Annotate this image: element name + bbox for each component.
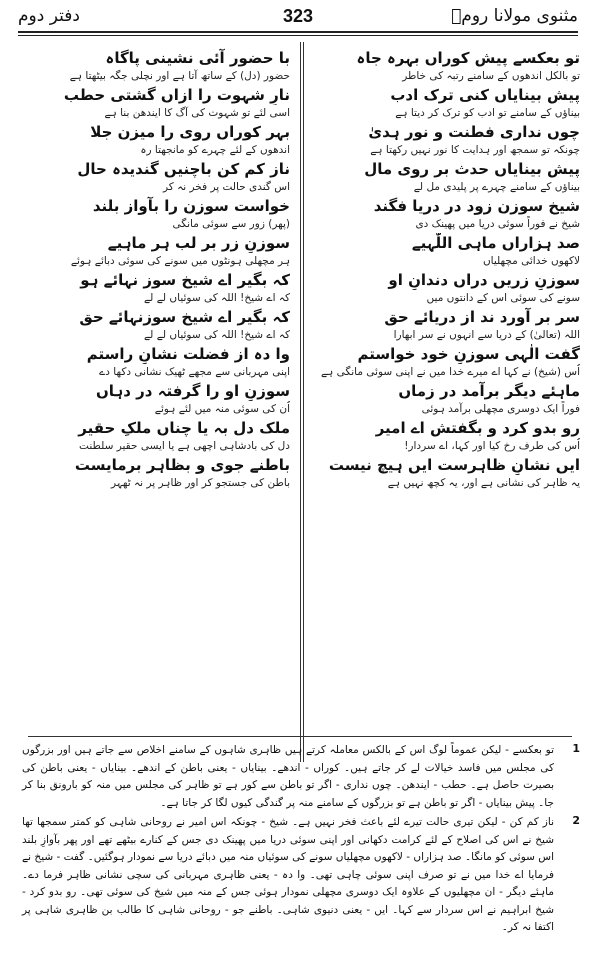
left-verse-column <box>22 48 290 748</box>
verse-line: سوزنِ زریں دراں دندانِ او <box>388 271 580 289</box>
translation-line: (پھر) زور سے سوئی مانگی <box>172 218 290 230</box>
verse-line: سوزنِ او را گرفتہ در دہاں <box>96 382 290 400</box>
translation-line: کہ اے شیخ! اللہ کی سوئیاں لے لے <box>144 329 290 341</box>
translation-line: دل کی بادشاہی اچھی ہے یا ایسی حقیر سلطنت <box>79 440 290 452</box>
translation-line: اس گندی حالت پر فخر نہ کر <box>162 181 290 193</box>
translation-line: تو بالکل اندھوں کے سامنے رتبہ کی خاطر <box>402 70 580 82</box>
page-header <box>18 6 578 32</box>
footnote-text: تو بعکسے - لیکن عموماً لوگ اس کے بالکس معاملہ کرتے ہیں ظاہری شاہوں کے سامنے اخلاص سے جاتے ہیں اور بزرگوں کی مجلس میں فاسد خیالات لے کر جاتے ہیں۔ کوراں - اندھے۔ بینایاں - یعنی باطن کے اندھے۔ بینایاں - یعنی باطن کی بصیرت حاصل ہے۔ حطب - ایندھن۔ چوں نداری - اگر تو باطن سے کور ہے تو ظاہر کی مجلس میں منہ کو بارونق بنا کر جا۔ پیش بینایاں - اگر تو باطن ہے تو بزرگوں کے سامنے منہ پر گندگی کیوں لگا کر جاتا ہے۔ <box>22 744 554 809</box>
verse-line: تو بعکسے پیش کوراں بہرہ جاہ <box>356 49 580 67</box>
verse-line: ایں نشانِ ظاہرست ایں ہیچ نیست <box>328 456 580 474</box>
verse-line: با حضور آئی نشینی پاگاہ <box>105 49 290 67</box>
verse-line: کہ بگیر اے شیخ سوزنہائے حق <box>79 308 290 326</box>
translation-line: اُس کی طرف رخ کیا اور کہا، اے سردار! <box>404 440 580 452</box>
verse-line: نارِ شہوت را ازاں گشتی حطب <box>63 86 290 104</box>
translation-line: اُن کی سوئی منہ میں لئے ہوئے <box>154 403 290 415</box>
verse-line: بہر کوراں روی را میزن جلا <box>90 123 290 141</box>
verse-line: ماہئے دیگر برآمد در زماں <box>398 382 580 400</box>
verse-line: وا دہ از فضلت نشانِ راستم <box>86 345 290 363</box>
verse-line: سر بر آورد ند از دریائے حق <box>384 308 580 326</box>
verse-line: سوزنِ زر بر لب ہر ماہیے <box>107 234 290 252</box>
footnote-rule <box>28 736 572 737</box>
footnote-text: ناز کم کن - لیکن تیری حالت تیرے لئے باعث فخر نہیں ہے۔ شیخ - چونکہ اس امیر نے روحانی شاہی کو کمتر سمجھا تھا شیخ نے اس کی اصلاح کے لئے کرامت دکھانی اور اپنی سوئی دریا میں پھینک دی جس کے کنارے بیٹھے تھے اور پھر بآوازِ بلند اس سوئی کو مانگا۔ صد ہزاراں - لاکھوں مچھلیاں سونے کی سوئیاں منہ میں دبائے دریا سے نمودار ہوگئیں۔ گفت - شیخ نے فرمایا اے خدا میں نے تو صرف اپنی سوئی چاہی تھی۔ وا دہ - یعنی ظاہری مہربانی کی سچی نشانی ظاہر فرما دے۔ ماہئے دیگر - ان مچھلیوں کے علاوہ ایک دوسری مچھلی نمودار ہوئی جس کے منہ میں شیخ کی سوئی تھی۔ رو بدو کرد - شیخ ابراہیم نے اس سردار سے کہا۔ ایں - یعنی دنیوی شاہی۔ باطنے جو - روحانی شاہی کا طالب بن ظاہری شاہی پر اکتفا نہ کر۔ <box>22 816 554 933</box>
translation-line: ہر مچھلی ہونٹوں میں سونے کی سوئی دبائے ہوئے <box>70 255 290 267</box>
verse-line: چوں نداری فطنت و نور ہدیٰ <box>368 123 580 141</box>
translation-line: چونکہ تو سمجھ اور ہدایت کا نور نہیں رکھتا ہے <box>370 144 580 156</box>
footnote-1 <box>22 742 580 812</box>
column-divider-thin <box>303 42 304 762</box>
translation-line: فوراً ایک دوسری مچھلی برآمد ہوئی <box>421 403 580 415</box>
verse-line: پیش بینایاں حدث بر روی مال <box>364 160 580 178</box>
verse-line: باطنے جوی و بظاہر برمایست <box>74 456 290 474</box>
translation-line: اپنی مہربانی سے مجھے ٹھیک نشانی دکھا دے <box>99 366 290 378</box>
translation-line: سونے کی سوئی اس کے دانتوں میں <box>426 292 580 304</box>
translation-line: لاکھوں خدائی مچھلیاں <box>482 255 580 267</box>
verse-line: شیخ سوزن زود در دریا فگند <box>373 197 580 215</box>
verse-line: خواست سوزن را بآوازِ بلند <box>92 197 290 215</box>
volume-title: دفتر دوم <box>18 6 80 26</box>
verse-line: صد ہزاراں ماہی اللّٰہیے <box>411 234 580 252</box>
translation-line: باطن کی جستجو کر اور ظاہر پر نہ ٹھہر <box>110 477 290 489</box>
translation-line: اندھوں کے لئے چہرے کو مانجھتا رہ <box>140 144 290 156</box>
verse-line: رو بدو کرد و بگفتش اے امیر <box>375 419 580 437</box>
page-number: 323 <box>282 6 314 26</box>
book-title: مثنوی مولانا رومؒ <box>451 6 578 26</box>
translation-line: اُس (شیخ) نے کہا اے میرے خدا میں نے اپنی سوئی مانگی ہے <box>321 366 580 378</box>
verse-line: کہ بگیر اے شیخ سوزِ نہائے ہو <box>80 271 290 289</box>
translation-line: اللہ (تعالیٰ) کے دریا سے انہوں نے سر ابھارا <box>393 329 580 341</box>
translation-line: شیخ نے فوراً سوئی دریا میں پھینک دی <box>415 218 580 230</box>
translation-line: حضور (دل) کے ساتھ آتا ہے اور نچلی جگہ بیٹھتا ہے <box>69 70 290 82</box>
footnote-number: 1 <box>572 742 580 755</box>
verse-line: ملک دل بہ یا چناں ملکِ حقیر <box>78 419 290 437</box>
verse-line: گفت الٰہی سوزنِ خود خواستم <box>357 345 580 363</box>
verse-line: پیش بینایاں کنی ترک ادب <box>390 86 580 104</box>
translation-line: بیناؤں کے سامنے چہرے پر پلیدی مل لے <box>413 181 580 193</box>
footnote-2 <box>22 814 580 937</box>
right-verse-column <box>312 48 580 748</box>
header-rule <box>18 31 578 33</box>
footnote-number: 2 <box>572 814 580 827</box>
translation-line: کہ اے شیخ! اللہ کی سوئیاں لے لے <box>144 292 290 304</box>
column-divider <box>300 42 301 762</box>
verse-line: ناز کم کن باچنیں گندیدہ حال <box>77 160 290 178</box>
translation-line: بیناؤں کے سامنے تو ادب کو ترک کر دیتا ہے <box>395 107 580 119</box>
translation-line: اسی لئے تو شہوت کی آگ کا ایندھن بنا ہے <box>104 107 290 119</box>
footnotes <box>22 742 580 939</box>
header-rule-thin <box>18 35 578 36</box>
translation-line: یہ ظاہر کی نشانی ہے اور، یہ کچھ نہیں ہے <box>387 477 580 489</box>
